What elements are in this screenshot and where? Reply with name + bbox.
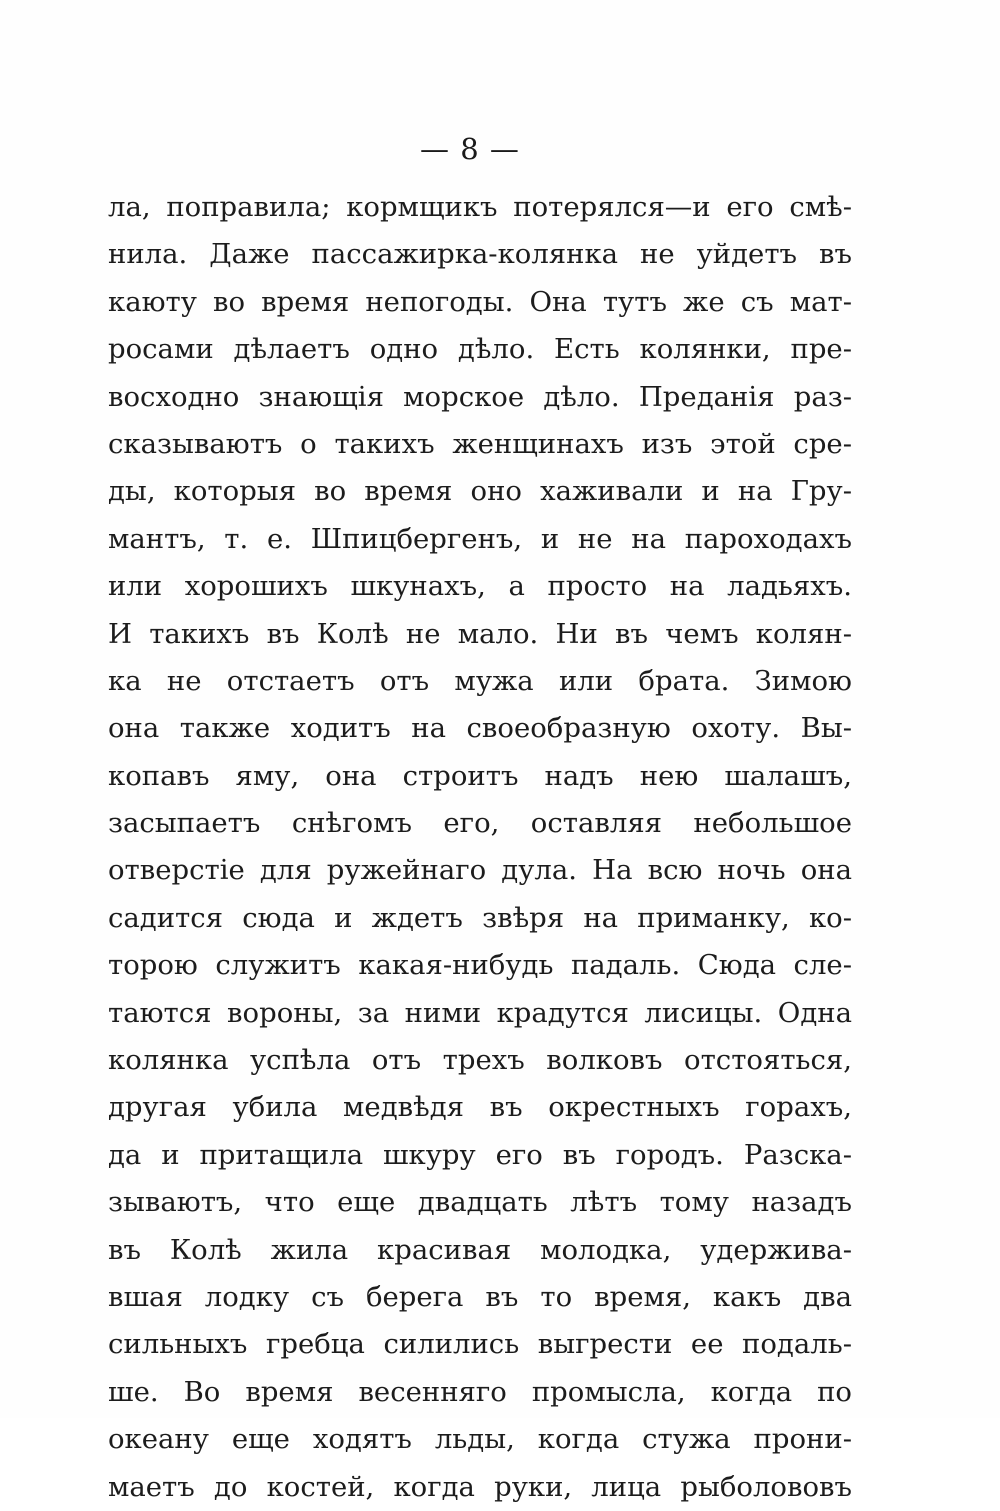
- text-line: сильныхъ гребца силились выгрести ее подаль-: [108, 1328, 852, 1361]
- text-line: океану еще ходятъ льды, когда стужа прони-: [108, 1423, 852, 1456]
- text-line: ды, которыя во время оно хаживали и на Гру-: [108, 475, 852, 508]
- text-line: ла, поправила; кормщикъ потерялся—и его смѣ-: [108, 191, 852, 223]
- text-line: другая убила медвѣдя въ окрестныхъ горахъ,: [108, 1091, 852, 1124]
- text-line: таются вороны, за ними крадутся лисицы. Одна: [108, 996, 852, 1029]
- text-line: отверстіе для ружейнаго дула. На всю ночь она: [108, 854, 852, 887]
- text-line: росами дѣлаетъ одно дѣло. Есть колянки, пре-: [108, 333, 852, 366]
- text-line: засыпаетъ снѣгомъ его, оставляя небольшое: [108, 807, 852, 840]
- text-line: садится сюда и ждетъ звѣря на приманку, ко-: [108, 901, 852, 934]
- text-line: сказываютъ о такихъ женщинахъ изъ этой сре-: [108, 427, 852, 460]
- text-line: колянка успѣла отъ трехъ волковъ отстояться,: [108, 1044, 852, 1077]
- text-line: ше. Во время весенняго промысла, когда по: [108, 1375, 852, 1408]
- text-line: нила. Даже пассажирка-колянка не уйдетъ въ: [108, 238, 852, 271]
- text-line: каюту во время непогоды. Она тутъ же съ мат-: [108, 285, 852, 318]
- text-line: зываютъ, что еще двадцать лѣтъ тому назадъ: [108, 1186, 852, 1219]
- text-line: ка не отстаетъ отъ мужа или брата. Зимою: [108, 664, 852, 697]
- text-line: торою служитъ какая-нибудь падаль. Сюда сле-: [108, 949, 852, 982]
- page-number: — 8 —: [420, 132, 520, 166]
- body-text: [108, 184, 852, 1511]
- text-line: въ Колѣ жила красивая молодка, удержива-: [108, 1233, 852, 1266]
- text-line: маетъ до костей, когда руки, лица рыболововъ: [108, 1470, 852, 1503]
- text-line: И такихъ въ Колѣ не мало. Ни въ чемъ колян-: [108, 617, 852, 650]
- text-line: да и притащила шкуру его въ городъ. Разска-: [108, 1138, 852, 1171]
- text-line: копавъ яму, она строитъ надъ нею шалашъ,: [108, 759, 852, 792]
- text-line: она также ходитъ на своеобразную охоту. Вы-: [108, 712, 852, 745]
- text-line: восходно знающія морское дѣло. Преданія раз-: [108, 380, 852, 413]
- text-line: вшая лодку съ берега въ то время, какъ два: [108, 1280, 852, 1313]
- text-line: мантъ, т. е. Шпицбергенъ, и не на пароходахъ: [108, 522, 852, 555]
- text-line: или хорошихъ шкунахъ, а просто на ладьяхъ.: [108, 570, 852, 603]
